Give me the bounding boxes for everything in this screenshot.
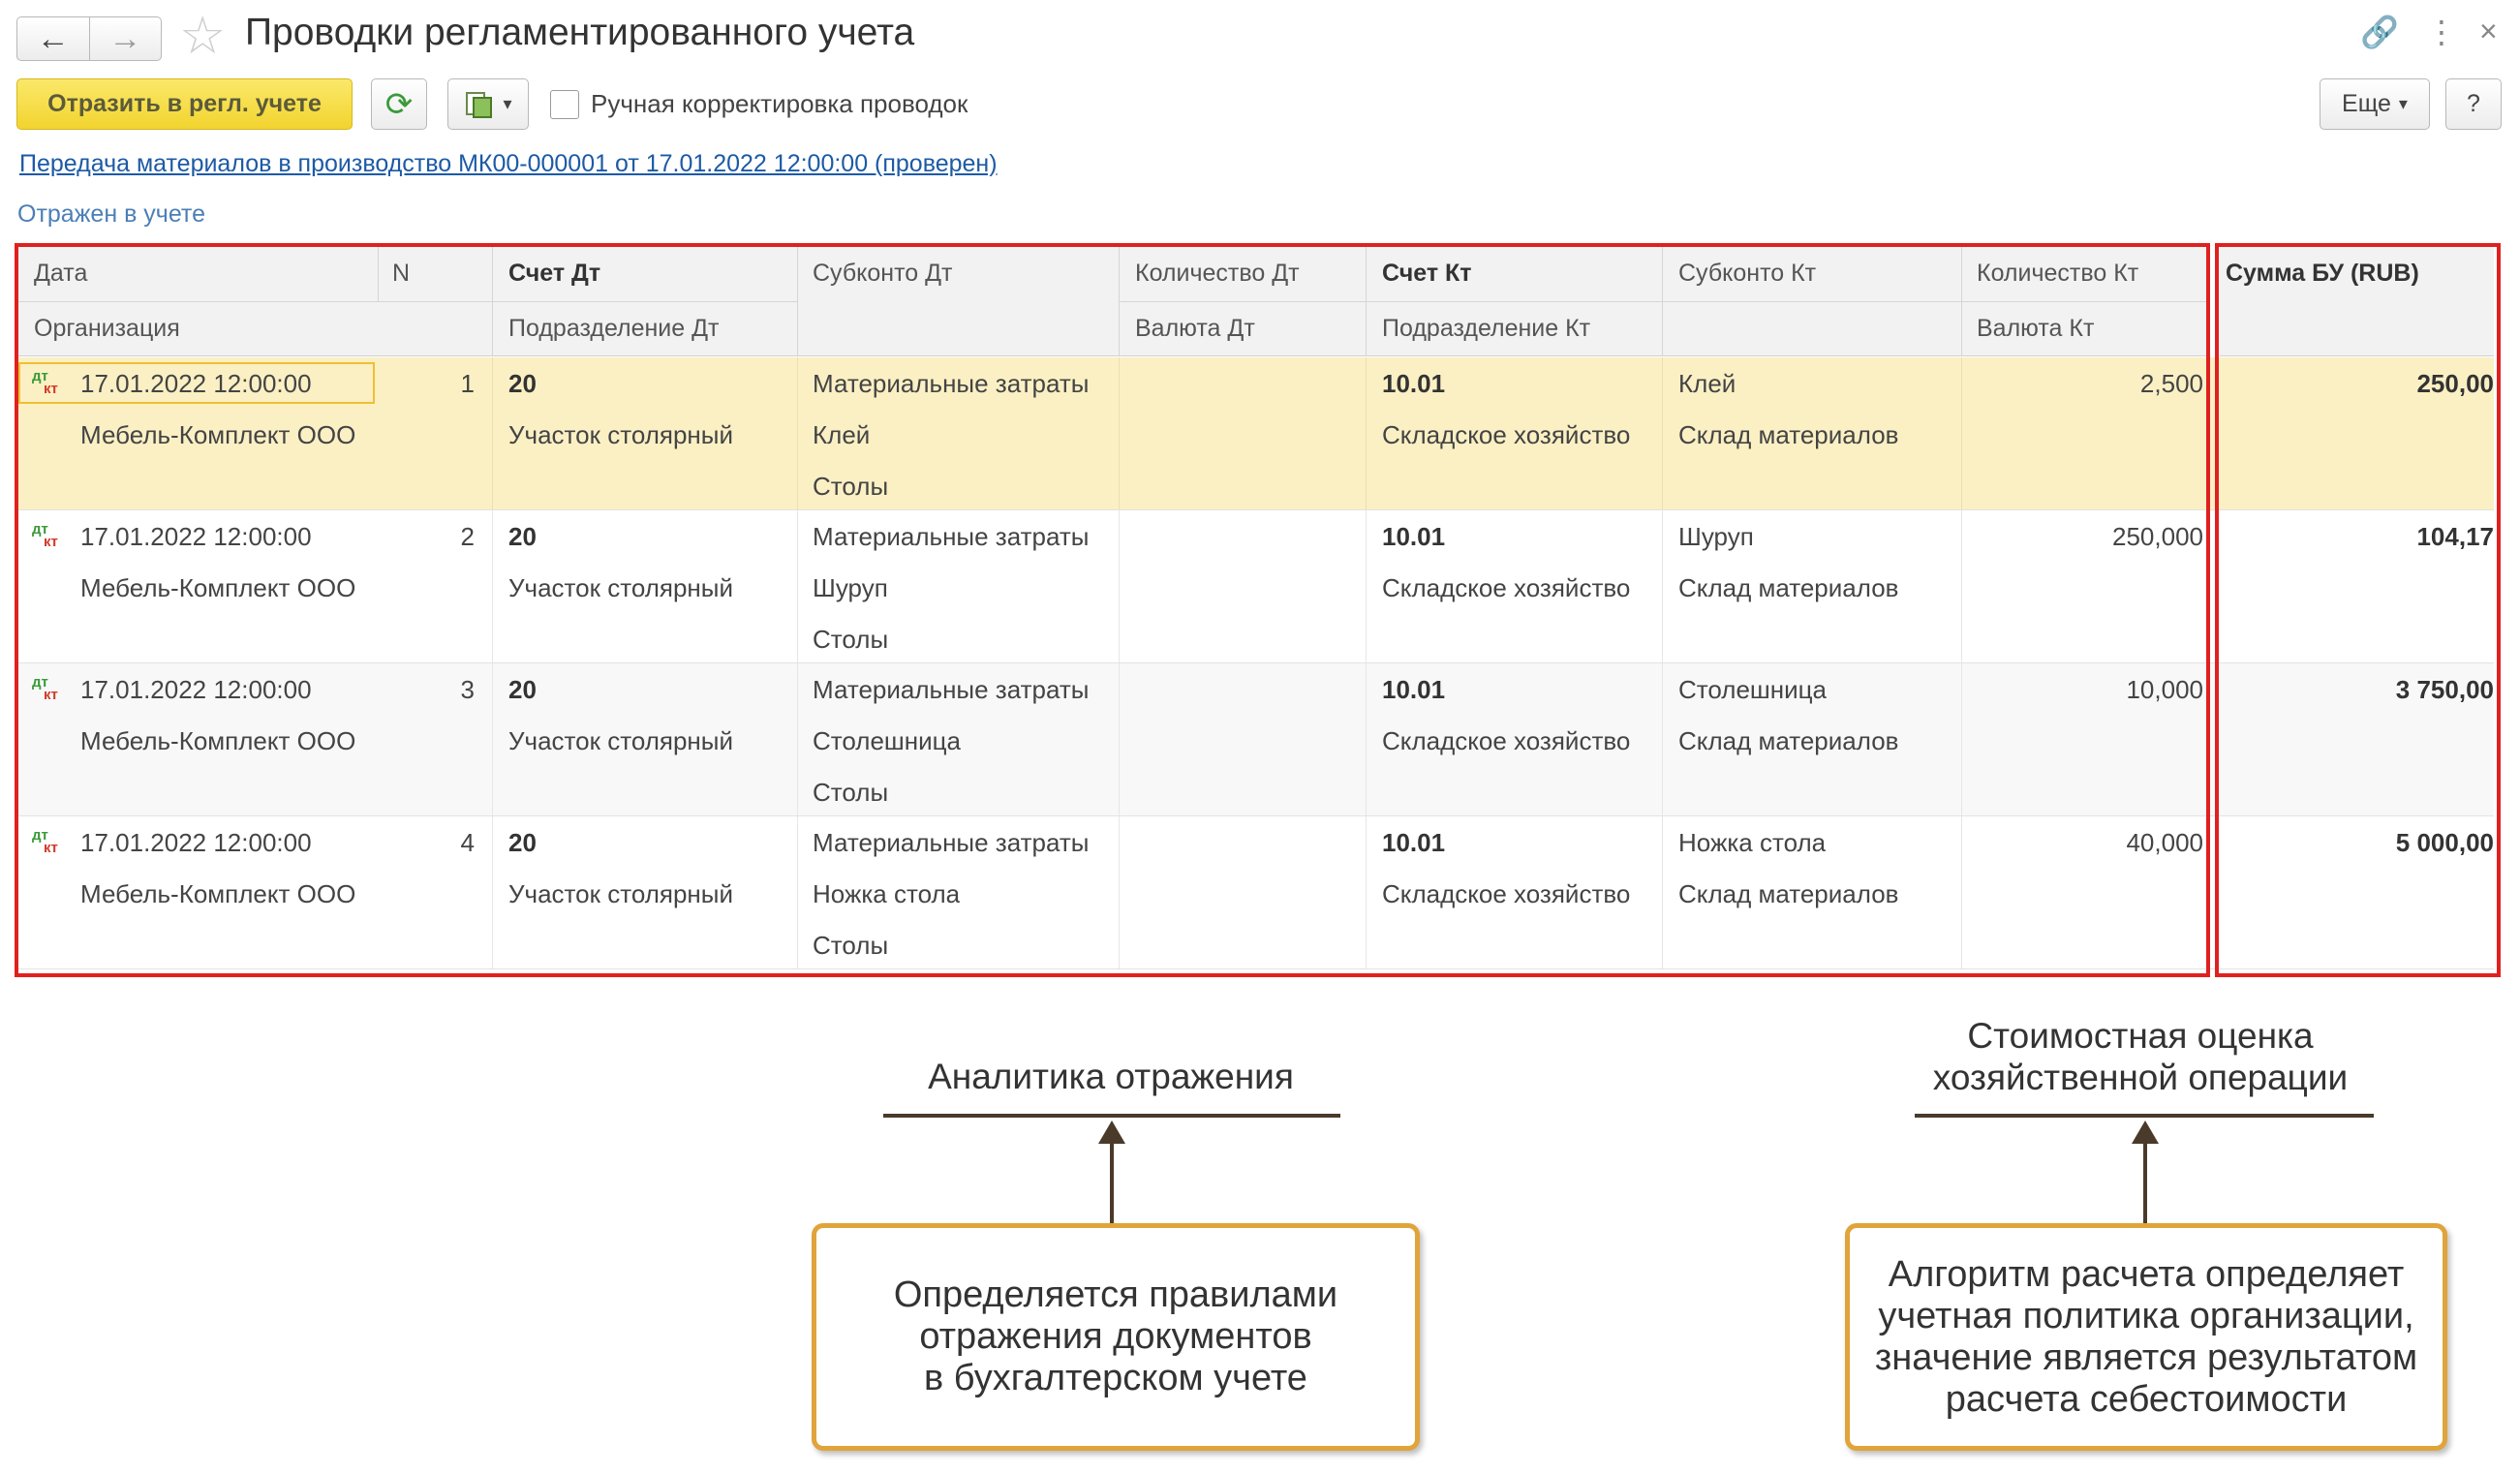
cell-dept-kt: Складское хозяйство — [1382, 420, 1631, 449]
kt-label: кт — [44, 534, 58, 550]
cell-subconto-dt: Шуруп — [813, 573, 888, 602]
annotation-right-note — [1845, 1223, 2447, 1451]
cell-subconto-dt: Ножка стола — [813, 879, 961, 908]
annotation-right-note-line: расчета себестоимости — [1945, 1378, 2348, 1420]
cell-subconto-dt: Материальные затраты — [813, 675, 1090, 704]
cell-subconto-kt: Склад материалов — [1678, 420, 1899, 449]
refresh-button[interactable] — [371, 78, 427, 130]
cell-qty-kt: 40,000 — [2126, 828, 2203, 857]
cell-subconto-dt: Столы — [813, 931, 889, 960]
cell-dept-kt: Складское хозяйство — [1382, 879, 1631, 908]
cell-n: 2 — [460, 522, 475, 551]
status-text: Отражен в учете — [17, 200, 205, 228]
arrow-shaft — [2143, 1141, 2147, 1224]
col-header-date[interactable]: Дата — [34, 260, 88, 287]
kebab-menu-icon[interactable]: ⋮ — [2426, 15, 2457, 49]
kt-label: кт — [44, 381, 58, 397]
cell-account-kt: 10.01 — [1382, 369, 1446, 398]
document-link[interactable]: Передача материалов в производство МК00-000001 от 17.01.2022 12:00:00 (проверен) — [19, 150, 998, 177]
kt-label: кт — [44, 687, 58, 703]
cell-subconto-kt: Шуруп — [1678, 522, 1754, 551]
col-header-dept-kt[interactable]: Подразделение Кт — [1382, 315, 1591, 342]
cell-subconto-dt: Столы — [813, 472, 889, 501]
dt-label: дт — [32, 521, 48, 537]
col-header-currency-dt[interactable]: Валюта Дт — [1135, 315, 1255, 342]
col-header-subconto-dt[interactable]: Субконто Дт — [813, 260, 953, 287]
page-title: Проводки регламентированного учета — [245, 12, 915, 53]
cell-subconto-kt: Склад материалов — [1678, 573, 1899, 602]
annotation-right-note-line: значение является результатом — [1874, 1336, 2418, 1378]
cell-account-dt: 20 — [508, 828, 537, 857]
annotation-left-note-line: отражения документов — [919, 1316, 1312, 1357]
reflect-in-accounting-button[interactable]: Отразить в регл. учете — [16, 78, 353, 130]
cell-subconto-kt: Столешница — [1678, 675, 1828, 704]
cell-account-kt: 10.01 — [1382, 675, 1446, 704]
manual-correction-checkbox[interactable] — [550, 90, 579, 119]
col-header-dept-dt[interactable]: Подразделение Дт — [508, 315, 720, 342]
cell-sum: 5 000,00 — [2395, 828, 2494, 857]
cell-subconto-dt: Столы — [813, 778, 889, 807]
cell-dept-kt: Складское хозяйство — [1382, 726, 1631, 755]
cell-subconto-dt: Столешница — [813, 726, 962, 755]
cell-dept-dt: Участок столярный — [508, 573, 733, 602]
annotation-left-heading: Аналитика отражения — [928, 1057, 1294, 1096]
col-header-sum[interactable]: Сумма БУ (RUB) — [2226, 260, 2419, 287]
dropdown-arrow-icon: ▾ — [503, 94, 512, 113]
col-header-org[interactable]: Организация — [34, 315, 180, 342]
annotation-right-note-line: Алгоритм расчета определяет — [1888, 1253, 2405, 1295]
cell-date: 17.01.2022 12:00:00 — [80, 828, 312, 857]
cell-n: 3 — [460, 675, 475, 704]
col-header-account-kt[interactable]: Счет Кт — [1382, 260, 1472, 287]
manual-correction-label: Ручная корректировка проводок — [591, 89, 968, 118]
report-dropdown-button[interactable] — [447, 78, 529, 130]
cell-org: Мебель-Комплект ООО — [80, 879, 356, 908]
help-button[interactable]: ? — [2445, 78, 2502, 130]
cell-dept-dt: Участок столярный — [508, 420, 733, 449]
cell-account-dt: 20 — [508, 675, 537, 704]
cell-account-dt: 20 — [508, 369, 537, 398]
col-header-qty-kt[interactable]: Количество Кт — [1977, 260, 2139, 287]
cell-sum: 250,00 — [2416, 369, 2494, 398]
kt-label: кт — [44, 840, 58, 856]
arrow-shaft — [1110, 1141, 1114, 1224]
cell-subconto-kt: Ножка стола — [1678, 828, 1827, 857]
back-arrow-icon[interactable]: ← — [36, 19, 70, 57]
annotation-left-underline — [883, 1114, 1340, 1118]
more-button[interactable] — [2320, 78, 2430, 130]
report-icon — [464, 89, 497, 120]
cell-qty-kt: 250,000 — [2112, 522, 2203, 551]
annotation-right-heading — [1908, 1015, 2373, 1098]
cell-subconto-dt: Столы — [813, 625, 889, 654]
cell-subconto-dt: Клей — [813, 420, 871, 449]
cell-n: 1 — [460, 369, 475, 398]
cell-org: Мебель-Комплект ООО — [80, 573, 356, 602]
cell-dept-dt: Участок столярный — [508, 726, 733, 755]
cell-account-dt: 20 — [508, 522, 537, 551]
cell-org: Мебель-Комплект ООО — [80, 420, 356, 449]
cell-subconto-dt: Материальные затраты — [813, 828, 1090, 857]
cell-sum: 104,17 — [2416, 522, 2494, 551]
more-dropdown-arrow-icon: ▾ — [2398, 94, 2408, 113]
nav-buttons — [16, 16, 162, 61]
col-header-qty-dt[interactable]: Количество Дт — [1135, 260, 1300, 287]
cell-date: 17.01.2022 12:00:00 — [80, 369, 312, 398]
refresh-icon: ⟳ — [384, 85, 414, 123]
dt-label: дт — [32, 368, 48, 384]
annotation-left-note-line: Определяется правилами — [893, 1274, 1338, 1315]
annotation-right-underline — [1915, 1114, 2374, 1118]
annotation-right-note-line: учетная политика организации, — [1878, 1295, 2414, 1336]
cell-sum: 3 750,00 — [2395, 675, 2494, 704]
cell-date: 17.01.2022 12:00:00 — [80, 522, 312, 551]
cell-dept-dt: Участок столярный — [508, 879, 733, 908]
cell-subconto-kt: Клей — [1678, 369, 1736, 398]
col-header-account-dt[interactable]: Счет Дт — [508, 260, 601, 287]
cell-dept-kt: Складское хозяйство — [1382, 573, 1631, 602]
forward-arrow-icon[interactable]: → — [108, 19, 142, 57]
cell-subconto-kt: Склад материалов — [1678, 879, 1899, 908]
cell-subconto-dt: Материальные затраты — [813, 522, 1090, 551]
analytics-highlight-frame — [15, 243, 2210, 977]
annotation-left-note — [812, 1223, 1420, 1451]
col-header-n[interactable]: N — [392, 260, 411, 287]
favorite-star-icon[interactable]: ☆ — [179, 7, 227, 65]
cell-account-kt: 10.01 — [1382, 828, 1446, 857]
col-header-currency-kt[interactable]: Валюта Кт — [1977, 315, 2095, 342]
sum-highlight-frame — [2215, 243, 2501, 977]
cell-n: 4 — [460, 828, 475, 857]
cell-qty-kt: 10,000 — [2126, 675, 2203, 704]
cell-subconto-dt: Материальные затраты — [813, 369, 1090, 398]
cell-qty-kt: 2,500 — [2139, 369, 2203, 398]
more-label: Еще — [2342, 90, 2391, 117]
annotation-right-heading-line: хозяйственной операции — [1932, 1058, 2349, 1097]
link-icon[interactable]: 🔗 — [2360, 15, 2399, 49]
cell-account-kt: 10.01 — [1382, 522, 1446, 551]
close-icon[interactable]: × — [2479, 14, 2498, 48]
cell-org: Мебель-Комплект ООО — [80, 726, 356, 755]
cell-subconto-kt: Склад материалов — [1678, 726, 1899, 755]
annotation-left-note-line: в бухгалтерском учете — [924, 1358, 1307, 1398]
dt-label: дт — [32, 827, 48, 844]
col-header-subconto-kt[interactable]: Субконто Кт — [1678, 260, 1817, 287]
dt-label: дт — [32, 674, 48, 691]
cell-date: 17.01.2022 12:00:00 — [80, 675, 312, 704]
annotation-right-heading-line: Стоимостная оценка — [1967, 1016, 2314, 1056]
